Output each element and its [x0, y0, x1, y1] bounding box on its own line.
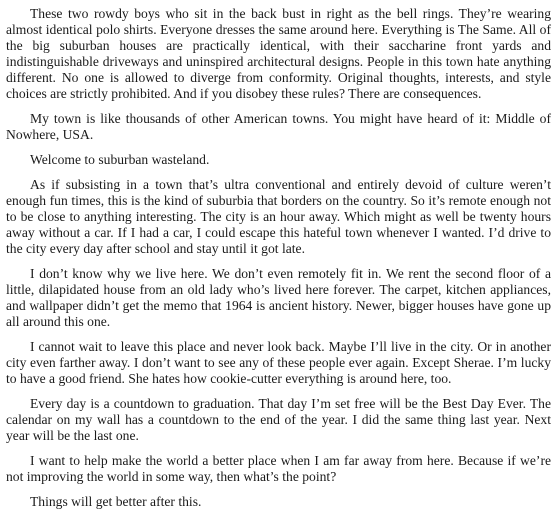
paragraph-7: Every day is a countdown to graduation. That day I’m set free will be the Best Day Ever. The calendar on my wall has a countdown to the end of the year. I did the same thing last year. Next year will be the last one. [6, 396, 551, 443]
paragraph-5: I don’t know why we live here. We don’t even remotely fit in. We rent the second floor of a little, dilapidated house from an old lady who’s lived here forever. The carpet, kitchen appliances, and wallpaper didn’t get the memo that 1964 is ancient history. Newer, bigger houses have gone up all around this one. [6, 266, 551, 329]
paragraph-1: These two rowdy boys who sit in the back bust in right as the bell rings. They’re wearing almost identical polo shirts. Everyone dresses the same around here. Everything is The Same. All of the big suburban houses are practically identical, with their saccharine front yards and indistinguishable driveways and uninspired architectural designs. People in this town hate anything different. No one is allowed to diverge from conformity. Original thoughts, interests, and style choices are strictly prohibited. And if you disobey these rules? There are consequences. [6, 6, 551, 101]
paragraph-8: I want to help make the world a better place when I am far away from here. Because if we’re not improving the world in some way, then what’s the point? [6, 453, 551, 484]
paragraph-4: As if subsisting in a town that’s ultra conventional and entirely devoid of culture weren’t enough fun times, this is the kind of suburbia that borders on the country. So it’s remote enough not to be close to anything interesting. The city is an hour away. Which might as well be twenty hours away without a car. If I had a car, I could escape this hateful town whenever I wanted. I’d drive to the city every day after school and stay until it got late. [6, 177, 551, 256]
paragraph-2: My town is like thousands of other American towns. You might have heard of it: Middle of Nowhere, USA. [6, 111, 551, 142]
paragraph-3: Welcome to suburban wasteland. [30, 152, 210, 167]
paragraph-6: I cannot wait to leave this place and never look back. Maybe I’ll live in the city. Or in another city even farther away. I don’t want to see any of these people ever again. Except Sherae. I’m lucky to have a good friend. She hates how cookie-cutter everything is around here, too. [6, 339, 551, 386]
paragraph-9: Things will get better after this. [30, 494, 202, 509]
